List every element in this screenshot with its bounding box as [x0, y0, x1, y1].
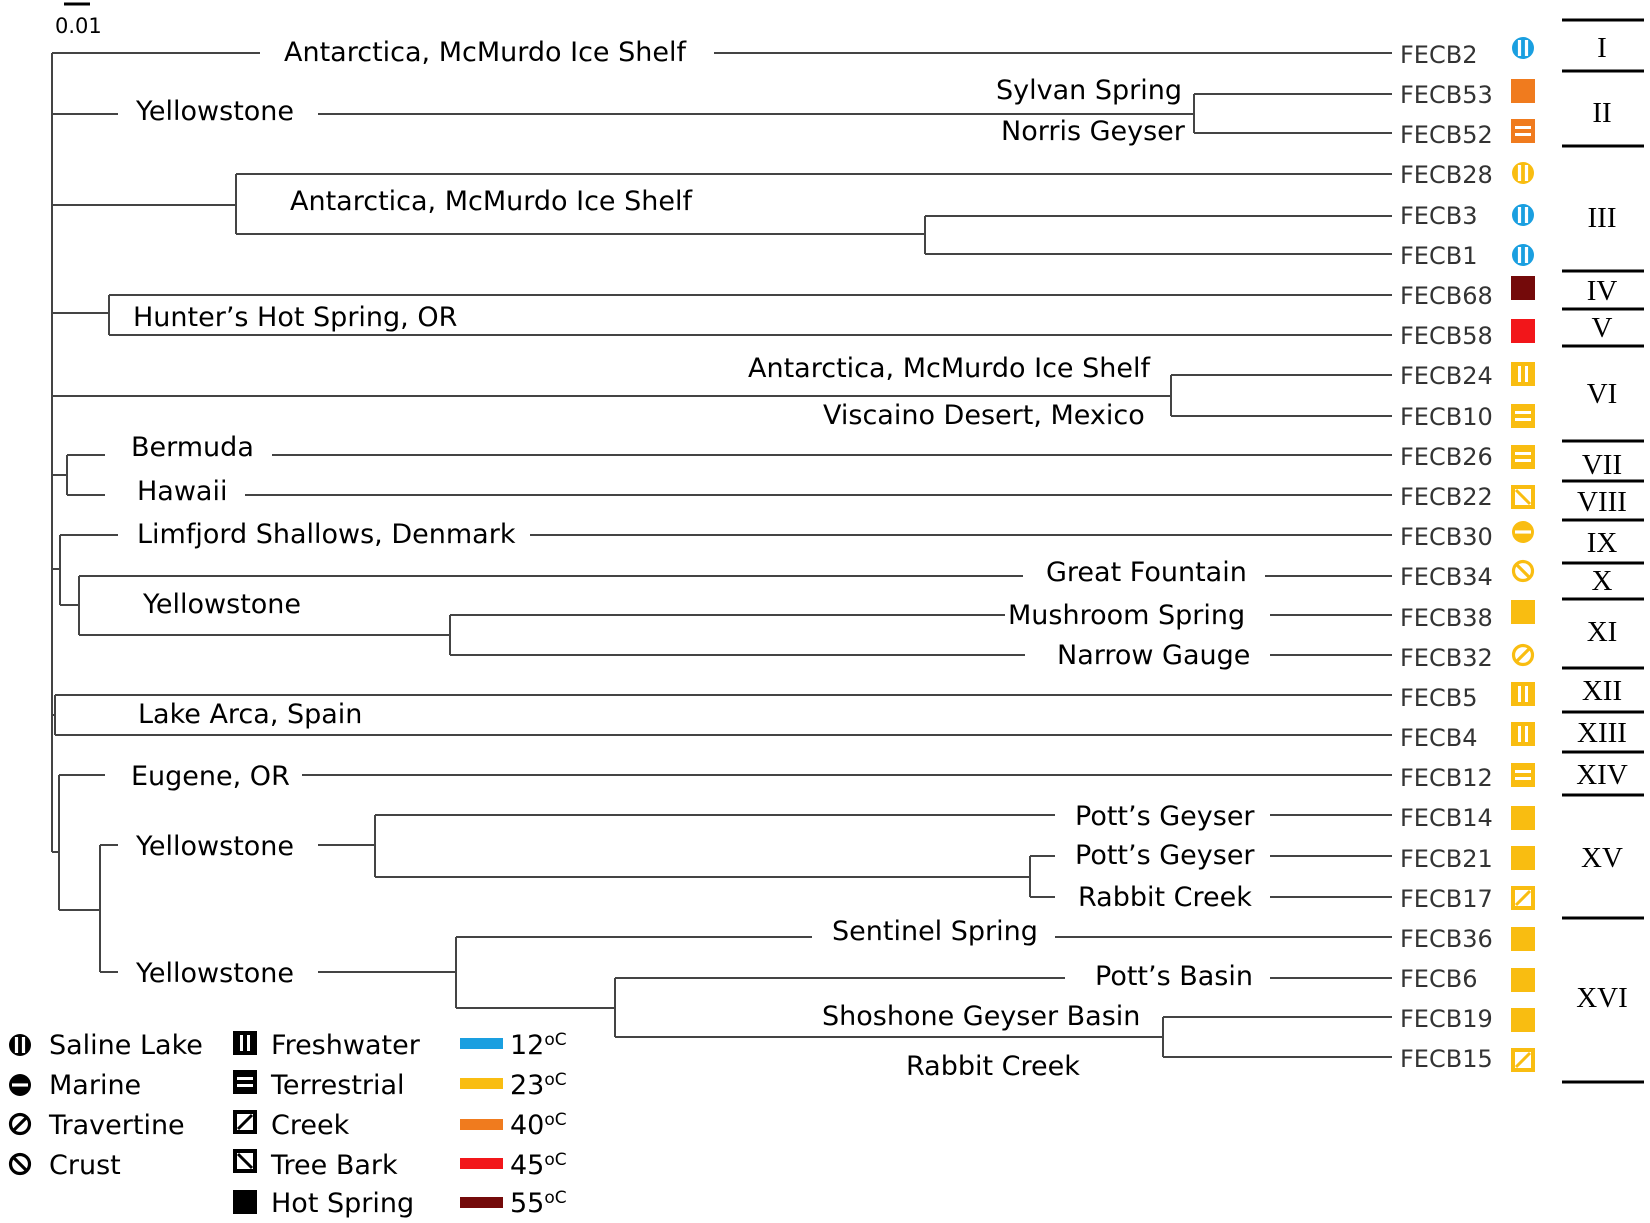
- saline-lake-icon: [1512, 37, 1534, 59]
- tip-label: FECB58: [1400, 322, 1493, 350]
- freshwater-icon: [1511, 362, 1535, 386]
- legend-label: Marine: [49, 1070, 142, 1101]
- tip-label: FECB30: [1400, 523, 1493, 551]
- terrestrial-icon: [233, 1070, 257, 1094]
- legend-label: Freshwater: [271, 1030, 420, 1061]
- terrestrial-icon: [1511, 763, 1535, 787]
- clade-label: VI: [1586, 378, 1618, 410]
- location-label: Lake Arca, Spain: [138, 699, 363, 730]
- tip-label: FECB5: [1400, 684, 1478, 712]
- creek-icon: [1511, 886, 1535, 910]
- legend-label: Travertine: [49, 1110, 185, 1141]
- marine-icon: [1512, 521, 1534, 543]
- tip-label: FECB68: [1400, 282, 1493, 310]
- hot-spring-icon: [1511, 600, 1535, 624]
- temperature-swatch: [460, 1197, 503, 1208]
- location-label: Antarctica, McMurdo Ice Shelf: [748, 353, 1150, 384]
- tip-label: FECB38: [1400, 604, 1493, 632]
- location-label: Yellowstone: [143, 589, 302, 620]
- crust-icon: [11, 1155, 30, 1174]
- tip-label: FECB14: [1400, 804, 1493, 832]
- scale-bar-label: 0.01: [55, 14, 102, 38]
- freshwater-icon: [1511, 682, 1535, 706]
- clade-label: III: [1587, 202, 1617, 234]
- tip-label: FECB26: [1400, 443, 1493, 471]
- hot-spring-icon: [1511, 1008, 1535, 1032]
- creek-icon: [1511, 1048, 1535, 1072]
- clade-label: VIII: [1577, 486, 1627, 518]
- legend-label: Crust: [49, 1150, 121, 1181]
- branch-clade-iii: [52, 174, 1392, 254]
- crust-icon: [1514, 562, 1533, 581]
- location-label: Great Fountain: [1046, 557, 1247, 588]
- tip-label: FECB10: [1400, 403, 1493, 431]
- location-label: Yellowstone: [136, 96, 295, 127]
- hot-spring-icon: [1511, 79, 1535, 103]
- branch-clade-vi: [52, 375, 1392, 416]
- location-label: Yellowstone: [136, 958, 295, 989]
- clade-label: XI: [1586, 616, 1618, 648]
- freshwater-icon: [1511, 722, 1535, 746]
- legend-label: Saline Lake: [49, 1030, 203, 1061]
- tip-label: FECB17: [1400, 885, 1493, 913]
- saline-lake-icon: [1512, 244, 1534, 266]
- location-label: Sylvan Spring: [996, 75, 1182, 106]
- saline-lake-icon: [1512, 204, 1534, 226]
- clade-label: X: [1591, 565, 1613, 597]
- tip-label: FECB34: [1400, 563, 1493, 591]
- tip-label: FECB36: [1400, 925, 1493, 953]
- location-label: Bermuda: [131, 432, 254, 463]
- tip-label: FECB3: [1400, 202, 1478, 230]
- travertine-icon: [1514, 646, 1533, 665]
- legend-temperature-label: $12^{oC}$: [510, 1030, 567, 1061]
- hot-spring-icon: [1511, 927, 1535, 951]
- tip-label: FECB15: [1400, 1045, 1493, 1073]
- legend-label: Terrestrial: [271, 1070, 405, 1101]
- terrestrial-icon: [1511, 404, 1535, 428]
- location-label: Shoshone Geyser Basin: [822, 1001, 1141, 1032]
- tip-label: FECB19: [1400, 1005, 1493, 1033]
- tip-label: FECB6: [1400, 965, 1478, 993]
- hot-spring-icon: [1511, 846, 1535, 870]
- location-label: Pott’s Geyser: [1075, 801, 1255, 832]
- creek-icon: [233, 1110, 257, 1134]
- location-label: Rabbit Creek: [906, 1051, 1080, 1082]
- hot-spring-icon: [1511, 276, 1535, 300]
- tip-label: FECB32: [1400, 644, 1493, 672]
- freshwater-icon: [233, 1031, 257, 1055]
- tip-label: FECB24: [1400, 362, 1493, 390]
- location-label: Sentinel Spring: [832, 916, 1038, 947]
- location-label: Yellowstone: [136, 831, 295, 862]
- location-label: Antarctica, McMurdo Ice Shelf: [284, 37, 686, 68]
- tip-label: FECB28: [1400, 161, 1493, 189]
- location-label: Eugene, OR: [131, 761, 290, 792]
- tip-label: FECB12: [1400, 764, 1493, 792]
- clade-label: IV: [1586, 275, 1618, 307]
- location-labels: [131, 37, 1255, 1082]
- location-label: Limfjord Shallows, Denmark: [137, 519, 516, 550]
- clade-label: IX: [1586, 527, 1618, 559]
- clade-label: I: [1597, 32, 1607, 64]
- tip-label: FECB1: [1400, 242, 1478, 270]
- scale-bar: [55, 4, 102, 38]
- location-label: Pott’s Geyser: [1075, 840, 1255, 871]
- legend-temperature-label: $40^{oC}$: [510, 1110, 567, 1141]
- legend-label: Tree Bark: [271, 1150, 398, 1181]
- location-label: Viscaino Desert, Mexico: [823, 400, 1145, 431]
- temperature-swatch: [460, 1078, 503, 1089]
- location-label: Rabbit Creek: [1078, 882, 1252, 913]
- clade-label: II: [1592, 97, 1612, 129]
- clade-label: XII: [1581, 675, 1623, 707]
- saline-lake-icon: [1512, 162, 1534, 184]
- tree-bark-icon: [233, 1149, 257, 1173]
- tip-label: FECB52: [1400, 121, 1493, 149]
- clade-labels: [1576, 32, 1628, 1014]
- temperature-swatch: [460, 1119, 503, 1130]
- tree-bark-icon: [1511, 485, 1535, 509]
- tip-label: FECB2: [1400, 41, 1478, 69]
- tip-label: FECB21: [1400, 845, 1493, 873]
- legend-temperature-label: $23^{oC}$: [510, 1070, 567, 1101]
- legend-temperature-swatches: [460, 1038, 503, 1208]
- hot-spring-icon: [1511, 319, 1535, 343]
- tip-label: FECB53: [1400, 81, 1493, 109]
- terrestrial-icon: [1511, 119, 1535, 143]
- clade-label: VII: [1581, 449, 1623, 481]
- temperature-swatch: [460, 1158, 503, 1169]
- tip-label: FECB4: [1400, 724, 1478, 752]
- location-label: Norris Geyser: [1001, 116, 1185, 147]
- location-label: Mushroom Spring: [1008, 600, 1246, 631]
- clade-label: XV: [1581, 842, 1623, 874]
- hot-spring-icon: [1511, 806, 1535, 830]
- location-label: Hawaii: [137, 476, 228, 507]
- location-label: Narrow Gauge: [1057, 640, 1251, 671]
- temperature-swatch: [460, 1038, 503, 1049]
- location-label: Hunter’s Hot Spring, OR: [133, 302, 458, 333]
- legend-label: Hot Spring: [271, 1188, 415, 1219]
- legend: [9, 1030, 567, 1219]
- legend-temperature-label: $45^{oC}$: [510, 1150, 567, 1181]
- marine-icon: [9, 1074, 31, 1096]
- hot-spring-icon: [1511, 968, 1535, 992]
- tip-labels: [1400, 41, 1493, 1073]
- legend-label: Creek: [271, 1110, 350, 1141]
- clade-label: XIV: [1576, 759, 1628, 791]
- travertine-icon: [11, 1115, 30, 1134]
- tip-label: FECB22: [1400, 483, 1493, 511]
- terrestrial-icon: [1511, 445, 1535, 469]
- location-label: Antarctica, McMurdo Ice Shelf: [290, 186, 692, 217]
- clade-label: XVI: [1576, 982, 1628, 1014]
- clade-label: V: [1591, 312, 1613, 344]
- legend-temperature-label: $55^{oC}$: [510, 1188, 567, 1219]
- hot-spring-icon: [233, 1190, 257, 1214]
- saline-lake-icon: [9, 1034, 31, 1056]
- clade-label: XIII: [1577, 717, 1627, 749]
- location-label: Pott’s Basin: [1095, 961, 1253, 992]
- tip-markers: [1511, 37, 1535, 1072]
